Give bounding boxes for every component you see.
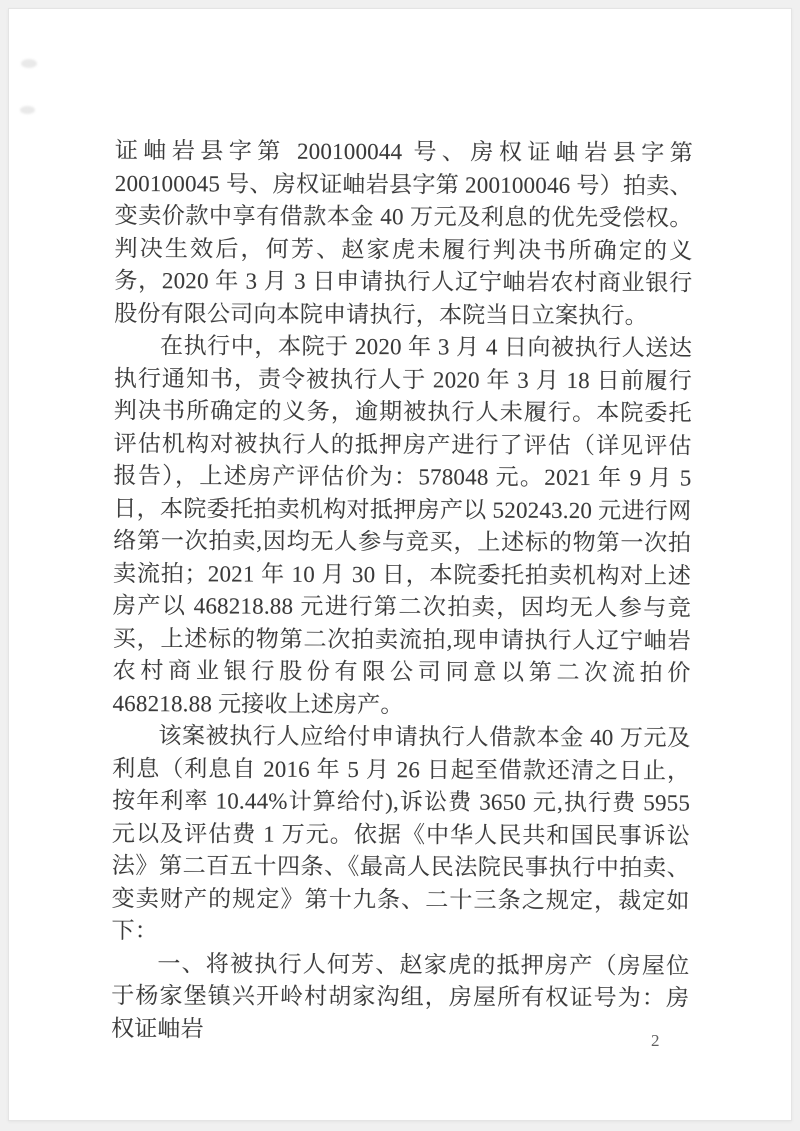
paragraph: 证岫岩县字第 200100044 号、房权证岫岩县字第 200100045 号、房权证岫岩县字第 200100046 号）拍卖、变卖价款中享有借款本金 40 万元及利息的优先受偿权。判决生效后，何芳、赵家虎未履行判决书所确定的义务，2020 年 3 月 3 日申请执行人辽宁岫岩农村商业银行股份有限公司向本院申请执行，本院当日立案执行。 [114,137,693,328]
paragraph: 在执行中，本院于 2020 年 3 月 4 日向被执行人送达执行通知书，责令被执行人于 2020 年 3 月 18 日前履行判决书所确定的义务，逾期被执行人未履行。本院委托评估机构对被执行人的抵押房产进行了评估（详见评估报告），上述房产评估价为：578048 元。2021 年 9 月 5 日，本院委托拍卖机构对抵押房产以 520243.20 元进行网络第一次拍卖,因均无人参与竞买，上述标的物第一次拍卖流拍；2021 年 10 月 30 日，本院委托拍卖机构对上述房产以 468218.88 元进行第二次拍卖，因均无人参与竞买，上述标的物第二次拍卖流拍,现申请执行人辽宁岫岩农村商业银行股份有限公司同意以第二次流拍价 468218.88 元接收上述房产。 [112,333,693,717]
page-number: 2 [651,1031,660,1050]
paragraph: 一、将被执行人何芳、赵家虎的抵押房产（房屋位于杨家堡镇兴开岭村胡家沟组，房屋所有权证号为：房权证岫岩 [111,950,690,1041]
paragraph: 该案被执行人应给付申请执行人借款本金 40 万元及利息（利息自 2016 年 5 月 26 日起至借款还清之日止，按年利率 10.44%计算给付),诉讼费 3650 元,执行费 5955 元以及评估费 1 万元。依据《中华人民共和国民事诉讼法》第二百五十四条、《最高人民法院民事执行中拍卖、变卖财产的规定》第十九条、二十三条之规定，裁定如下： [111,723,691,944]
scan-artifact [21,59,37,68]
document-page [8,8,792,1121]
scan-artifact [20,106,35,114]
document-body [111,135,693,1048]
